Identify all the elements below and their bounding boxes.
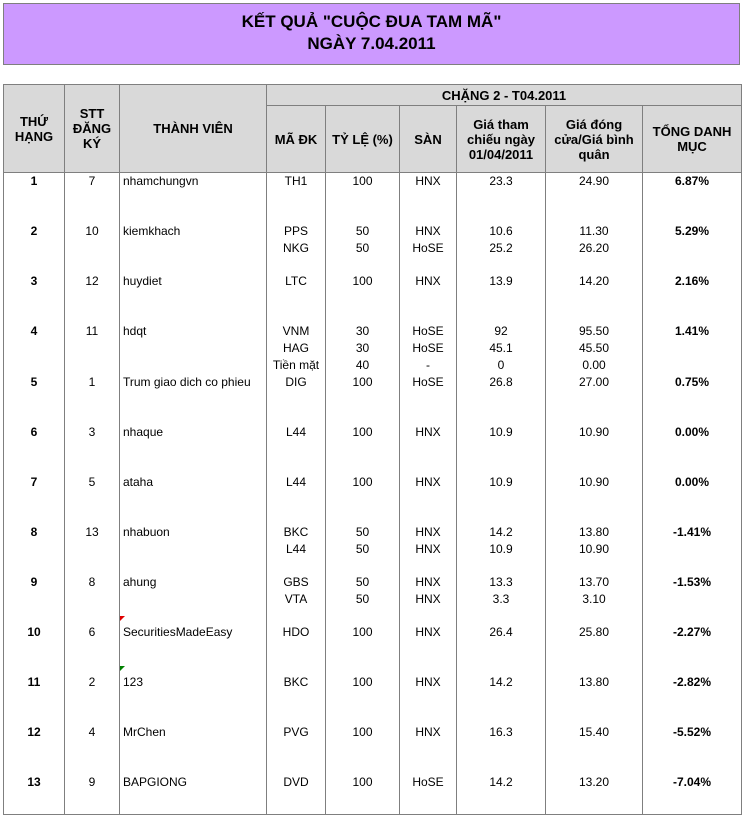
code-cell [267, 624, 326, 674]
ref-price-cell [457, 323, 546, 374]
ratio-cell-value: 50 [355, 592, 370, 606]
member-cell [120, 524, 267, 574]
member-cell [120, 674, 267, 724]
table-row [4, 474, 742, 524]
total-cell-text: 0.75% [675, 375, 710, 389]
header-code: MÃ ĐK [267, 106, 326, 173]
exchange-cell [400, 624, 457, 674]
close-price-cell-value: 10.90 [578, 542, 610, 556]
code-cell-value: PPS [283, 224, 308, 238]
rank-cell-text: 4 [30, 324, 38, 338]
close-price-cell [546, 524, 643, 574]
member-cell [120, 424, 267, 474]
exchange-cell [400, 223, 457, 273]
member-cell [120, 574, 267, 624]
member-cell [120, 273, 267, 323]
exchange-cell-value: HoSE [412, 775, 444, 789]
exchange-cell-value: HoSE [412, 341, 444, 355]
stt-cell [65, 574, 120, 624]
close-price-cell-value: 25.80 [578, 625, 610, 639]
header-member: THÀNH VIÊN [120, 85, 267, 173]
ratio-cell [326, 374, 400, 424]
ref-price-cell-value: 14.2 [489, 775, 513, 789]
close-price-cell-value: 95.50 [578, 324, 610, 338]
code-cell-value: GBS [283, 575, 309, 589]
results-table [3, 84, 742, 815]
stt-cell [65, 374, 120, 424]
member-cell [120, 173, 267, 224]
total-cell-text: -2.82% [673, 675, 712, 689]
ratio-cell-value: 50 [355, 575, 370, 589]
stt-cell [65, 774, 120, 815]
ratio-cell-value: 100 [352, 725, 373, 739]
member-cell [120, 624, 267, 674]
exchange-cell [400, 574, 457, 624]
header-close-price: Giá đóng cửa/Giá bình quân [546, 106, 643, 173]
total-cell-text: 6.87% [675, 174, 710, 188]
ref-price-cell-value: 45.1 [489, 341, 513, 355]
exchange-cell [400, 674, 457, 724]
ref-price-cell-value: 0 [497, 358, 505, 372]
ratio-cell [326, 173, 400, 224]
rank-cell-text: 7 [30, 475, 38, 489]
ref-price-cell [457, 374, 546, 424]
member-cell-text: MrChen [123, 725, 166, 739]
code-cell [267, 724, 326, 774]
exchange-cell-value: HNX [415, 625, 441, 639]
exchange-cell-value: HNX [415, 224, 441, 238]
exchange-cell-value: HNX [415, 425, 441, 439]
table-row [4, 674, 742, 724]
close-price-cell [546, 624, 643, 674]
total-cell [643, 173, 742, 224]
table-row [4, 724, 742, 774]
table-row [4, 273, 742, 323]
ref-price-cell-value: 10.6 [489, 224, 513, 238]
ratio-cell [326, 424, 400, 474]
total-cell [643, 474, 742, 524]
rank-cell-text: 11 [27, 675, 41, 689]
exchange-cell [400, 524, 457, 574]
code-cell-value: Tiền mặt [272, 358, 320, 372]
member-cell-text: huydiet [123, 274, 162, 288]
ref-price-cell-value: 10.9 [489, 475, 513, 489]
ref-price-cell-value: 10.9 [489, 425, 513, 439]
code-cell [267, 774, 326, 815]
header-exchange: SÀN [400, 106, 457, 173]
ref-price-cell-value: 13.3 [489, 575, 513, 589]
code-cell [267, 424, 326, 474]
total-cell-text: -1.53% [673, 575, 712, 589]
total-cell-text: -2.27% [673, 625, 712, 639]
ratio-cell-value: 100 [352, 675, 373, 689]
code-cell-value: L44 [285, 475, 307, 489]
rank-cell-text: 2 [30, 224, 38, 238]
total-cell [643, 674, 742, 724]
ratio-cell-value: 100 [352, 174, 373, 188]
ratio-cell [326, 524, 400, 574]
table-row [4, 524, 742, 574]
code-cell-value: TH1 [284, 174, 308, 188]
close-price-cell-value: 11.30 [579, 224, 609, 238]
stt-cell [65, 323, 120, 374]
close-price-cell-value: 24.90 [578, 174, 610, 188]
ref-price-cell [457, 424, 546, 474]
close-price-cell-value: 10.90 [578, 475, 610, 489]
ratio-cell-value: 100 [352, 475, 373, 489]
table-row [4, 574, 742, 624]
ratio-cell [326, 774, 400, 815]
rank-cell [4, 273, 65, 323]
exchange-cell [400, 374, 457, 424]
close-price-cell-value: 27.00 [578, 375, 610, 389]
ref-price-cell-value: 25.2 [489, 241, 513, 255]
close-price-cell [546, 273, 643, 323]
code-cell [267, 323, 326, 374]
member-cell-text: ahung [123, 575, 157, 589]
total-cell [643, 724, 742, 774]
rank-cell [4, 323, 65, 374]
ratio-cell-value: 100 [352, 625, 373, 639]
code-cell [267, 273, 326, 323]
ratio-cell [326, 724, 400, 774]
rank-cell-text: 12 [27, 725, 41, 739]
code-cell-value: HDO [282, 625, 310, 639]
header-stt: STT ĐĂNG KÝ [65, 85, 120, 173]
rank-cell [4, 574, 65, 624]
ref-price-cell [457, 724, 546, 774]
close-price-cell [546, 674, 643, 724]
exchange-cell-value: - [426, 358, 430, 372]
code-cell [267, 574, 326, 624]
total-cell [643, 273, 742, 323]
close-price-cell-value: 13.80 [578, 525, 610, 539]
rank-cell [4, 474, 65, 524]
member-cell-text: BAPGIONG [123, 775, 188, 789]
member-cell-text: SecuritiesMadeEasy [123, 624, 266, 641]
total-cell-text: 0.00% [675, 475, 710, 489]
exchange-cell-value: HNX [415, 542, 441, 556]
member-cell [120, 223, 267, 273]
ratio-cell-value: 100 [352, 775, 373, 789]
stt-cell [65, 724, 120, 774]
stt-cell-text: 4 [88, 725, 96, 739]
rank-cell-text: 9 [30, 575, 38, 589]
member-cell-text: nhamchungvn [123, 174, 199, 188]
ratio-cell [326, 323, 400, 374]
close-price-cell [546, 374, 643, 424]
rank-cell [4, 524, 65, 574]
rank-cell [4, 674, 65, 724]
ref-price-cell [457, 674, 546, 724]
member-cell-text: 123 [123, 674, 266, 691]
total-cell-text: 2.16% [675, 274, 710, 288]
stt-cell-text: 2 [88, 675, 96, 689]
member-cell [120, 374, 267, 424]
report-title [3, 3, 740, 65]
header-rank: THỨ HẠNG [4, 85, 65, 173]
results-body [4, 173, 742, 815]
code-cell [267, 374, 326, 424]
close-price-cell [546, 173, 643, 224]
code-cell-value: VTA [284, 592, 308, 606]
rank-cell-text: 1 [30, 174, 38, 188]
exchange-cell-value: HNX [415, 592, 441, 606]
total-cell [643, 524, 742, 574]
total-cell-text: -1.41% [673, 525, 712, 539]
exchange-cell [400, 724, 457, 774]
stt-cell-text: 1 [88, 375, 96, 389]
ratio-cell-value: 50 [355, 224, 370, 238]
stt-cell-text: 11 [85, 324, 99, 338]
ref-price-cell-value: 13.9 [489, 274, 513, 288]
stt-cell-text: 13 [85, 525, 99, 539]
code-cell-value: LTC [285, 274, 307, 288]
rank-cell-text: 3 [30, 274, 38, 288]
rank-cell [4, 774, 65, 815]
ratio-cell [326, 273, 400, 323]
close-price-cell [546, 424, 643, 474]
total-cell [643, 223, 742, 273]
close-price-cell-value: 26.20 [578, 241, 610, 255]
member-cell-text: kiemkhach [123, 224, 181, 238]
rank-cell-text: 10 [27, 625, 41, 639]
ratio-cell-value: 50 [355, 241, 370, 255]
ratio-cell-value: 30 [355, 341, 370, 355]
stt-cell-text: 10 [85, 224, 99, 238]
rank-cell-text: 8 [30, 525, 38, 539]
stt-cell-text: 7 [88, 174, 96, 188]
ref-price-cell [457, 223, 546, 273]
exchange-cell [400, 323, 457, 374]
ref-price-cell-value: 26.4 [489, 625, 513, 639]
exchange-cell [400, 774, 457, 815]
code-cell [267, 173, 326, 224]
ref-price-cell [457, 524, 546, 574]
title-line-1: KẾT QUẢ "CUỘC ĐUA TAM MÃ" [241, 12, 502, 31]
code-cell-value: DIG [285, 375, 307, 389]
code-cell-value: DVD [283, 775, 309, 789]
close-price-cell-value: 0.00 [582, 358, 606, 372]
rank-cell-text: 5 [30, 375, 38, 389]
rank-cell-text: 13 [27, 775, 41, 789]
exchange-cell-value: HNX [415, 174, 441, 188]
exchange-cell-value: HNX [415, 274, 441, 288]
code-cell [267, 223, 326, 273]
stt-cell [65, 474, 120, 524]
stt-cell [65, 223, 120, 273]
rank-cell [4, 724, 65, 774]
ratio-cell-value: 100 [352, 425, 373, 439]
stt-cell-text: 12 [85, 274, 99, 288]
stt-cell-text: 9 [88, 775, 96, 789]
stt-cell-text: 8 [88, 575, 96, 589]
total-cell-text: 1.41% [675, 324, 710, 338]
ratio-cell [326, 624, 400, 674]
title-line-2: NGÀY 7.04.2011 [307, 34, 436, 53]
close-price-cell-value: 13.80 [578, 675, 610, 689]
table-row [4, 374, 742, 424]
exchange-cell-value: HoSE [412, 375, 444, 389]
member-cell [120, 323, 267, 374]
ratio-cell-value: 40 [355, 358, 370, 372]
total-cell [643, 774, 742, 815]
stt-cell [65, 173, 120, 224]
exchange-cell [400, 474, 457, 524]
member-cell [120, 474, 267, 524]
total-cell-text: 5.29% [675, 224, 710, 238]
ref-price-cell-value: 26.8 [489, 375, 513, 389]
total-cell-text: -5.52% [673, 725, 712, 739]
ratio-cell-value: 100 [352, 375, 373, 389]
rank-cell [4, 374, 65, 424]
total-cell-text: -7.04% [673, 775, 712, 789]
total-cell [643, 574, 742, 624]
ratio-cell [326, 223, 400, 273]
member-cell-text: ataha [123, 475, 154, 489]
table-row [4, 173, 742, 224]
table-row [4, 624, 742, 674]
exchange-cell-value: HNX [415, 475, 441, 489]
header-ref-price: Giá tham chiếu ngày 01/04/2011 [457, 106, 546, 173]
close-price-cell-value: 45.50 [578, 341, 610, 355]
ref-price-cell-value: 23.3 [489, 174, 513, 188]
ref-price-cell [457, 474, 546, 524]
code-cell [267, 474, 326, 524]
ref-price-cell [457, 574, 546, 624]
header-stage-group: CHẶNG 2 - T04.2011 [267, 85, 742, 106]
code-cell-value: L44 [285, 542, 307, 556]
close-price-cell-value: 13.70 [578, 575, 610, 589]
code-cell-value: BKC [283, 525, 309, 539]
ref-price-cell-value: 10.9 [489, 542, 513, 556]
member-cell-text: hdqt [123, 324, 147, 338]
close-price-cell-value: 14.20 [578, 274, 610, 288]
stt-cell [65, 424, 120, 474]
close-price-cell-value: 3.10 [582, 592, 606, 606]
ref-price-cell [457, 624, 546, 674]
table-row [4, 223, 742, 273]
header-total: TỔNG DANH MỤC [643, 106, 742, 173]
header-ratio: TỶ LỆ (%) [326, 106, 400, 173]
ratio-cell-value: 30 [355, 324, 370, 338]
ref-price-cell-value: 3.3 [492, 592, 510, 606]
exchange-cell-value: HNX [415, 675, 441, 689]
rank-cell [4, 624, 65, 674]
code-cell-value: L44 [285, 425, 307, 439]
ratio-cell-value: 50 [355, 525, 370, 539]
stt-cell [65, 524, 120, 574]
member-cell-text: Trum giao dich co phieu [123, 375, 251, 389]
code-cell [267, 524, 326, 574]
ratio-cell [326, 574, 400, 624]
ref-price-cell-value: 14.2 [489, 525, 513, 539]
code-cell-value: NKG [282, 241, 309, 255]
stt-cell-text: 6 [88, 625, 96, 639]
close-price-cell-value: 15.40 [578, 725, 610, 739]
ref-price-cell-value: 14.2 [489, 675, 513, 689]
exchange-cell [400, 273, 457, 323]
exchange-cell [400, 173, 457, 224]
member-cell [120, 724, 267, 774]
close-price-cell [546, 574, 643, 624]
close-price-cell [546, 774, 643, 815]
ratio-cell-value: 100 [352, 274, 373, 288]
ref-price-cell-value: 92 [494, 324, 508, 338]
rank-cell-text: 6 [30, 425, 38, 439]
total-cell [643, 424, 742, 474]
close-price-cell-value: 13.20 [578, 775, 610, 789]
close-price-cell [546, 474, 643, 524]
stt-cell-text: 3 [88, 425, 96, 439]
code-cell-value: HAG [282, 341, 309, 355]
stt-cell [65, 674, 120, 724]
close-price-cell-value: 10.90 [578, 425, 610, 439]
exchange-cell [400, 424, 457, 474]
member-cell-text: nhabuon [123, 525, 170, 539]
code-cell-value: VNM [282, 324, 310, 338]
close-price-cell [546, 323, 643, 374]
exchange-cell-value: HNX [415, 725, 441, 739]
ratio-cell [326, 474, 400, 524]
code-cell-value: BKC [283, 675, 309, 689]
table-row [4, 774, 742, 815]
exchange-cell-value: HoSE [412, 241, 444, 255]
ratio-cell-value: 50 [355, 542, 370, 556]
code-cell-value: PVG [283, 725, 309, 739]
exchange-cell-value: HNX [415, 575, 441, 589]
exchange-cell-value: HNX [415, 525, 441, 539]
table-row [4, 323, 742, 374]
member-cell-text: nhaque [123, 425, 164, 439]
table-row [4, 424, 742, 474]
total-cell [643, 374, 742, 424]
total-cell [643, 624, 742, 674]
ref-price-cell [457, 173, 546, 224]
exchange-cell-value: HoSE [412, 324, 444, 338]
ref-price-cell [457, 774, 546, 815]
stt-cell-text: 5 [88, 475, 96, 489]
rank-cell [4, 424, 65, 474]
close-price-cell [546, 223, 643, 273]
rank-cell [4, 223, 65, 273]
total-cell-text: 0.00% [675, 425, 710, 439]
ref-price-cell [457, 273, 546, 323]
member-cell [120, 774, 267, 815]
ref-price-cell-value: 16.3 [489, 725, 513, 739]
stt-cell [65, 273, 120, 323]
stt-cell [65, 624, 120, 674]
code-cell [267, 674, 326, 724]
rank-cell [4, 173, 65, 224]
close-price-cell [546, 724, 643, 774]
total-cell [643, 323, 742, 374]
ratio-cell [326, 674, 400, 724]
